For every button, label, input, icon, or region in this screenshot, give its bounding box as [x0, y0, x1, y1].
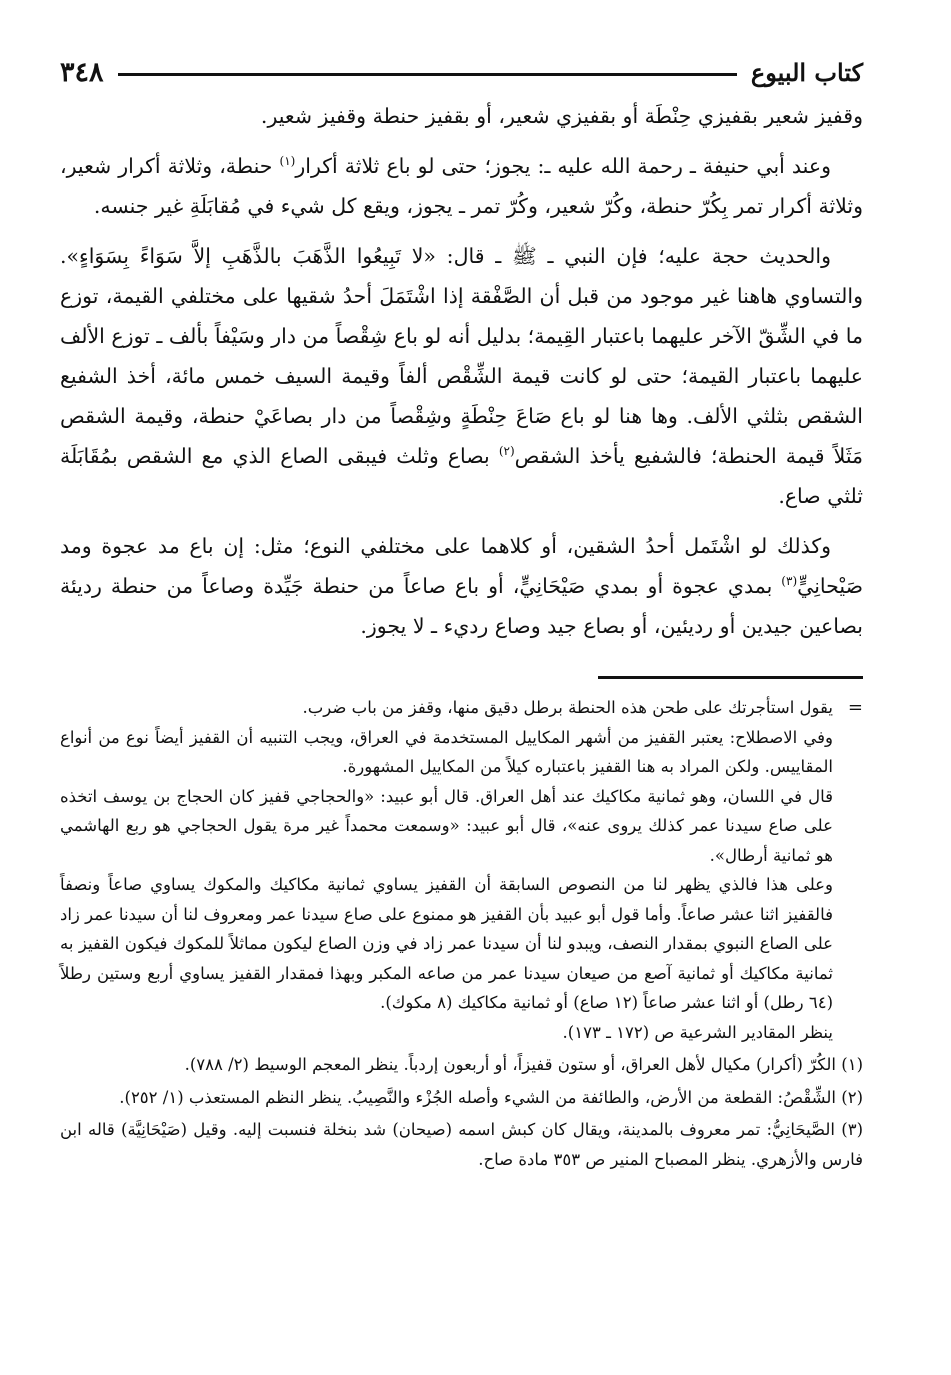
- footnote-ref-2[interactable]: (٢): [498, 444, 515, 459]
- footnote-text: وفي الاصطلاح: يعتبر القفيز من أشهر المكاييل المستخدمة في العراق، ويجب التنبيه أن القفيز أيضاً نوع من أنواع المقاييس. ولكن المراد به هنا القفيز باعتباره كيلاً من المكاييل المشهورة.: [60, 727, 833, 776]
- footnote-text: ينظر المقادير الشرعية ص (١٧٢ ـ ١٧٣).: [562, 1022, 833, 1042]
- paragraph-continuation: وقفيز شعير بقفيزي حِنْطَة أو بقفيزي شعير، أو بقفيز حنطة وقفيز شعير.: [260, 104, 863, 128]
- footnote-text: وعلى هذا فالذي يظهر لنا من النصوص السابقة أن القفيز يساوي ثمانية مكاكيك والمكوك يساوي صاعاً ونصفاً فالقفيز اثنا عشر صاعاً. وأما قول أبو عبيد بأن القفيز هو ممنوع على صاع سيدنا عمر ومعروف لنا أن سيدنا عمر زاد على الصاع النبوي بمقدار النصف، ويبدو لنا أن سيدنا عمر زاد في وزن الصاع ليكون مماثلاً للمكوك فيكون القفيز به ثمانية مكاكيك أو ثمانية آصع من صيعان سيدنا عمر من صاعه المكبر وبهذا فمقدار القفيز يساوي أربع وستين رطلاً (٦٤ رطل) أو اثنا عشر صاعاً (١٢ صاع) أو ثمانية مكاكيك (٨ مكوك).: [60, 875, 833, 1012]
- continuation-mark: =: [847, 697, 863, 718]
- paragraph-text: حنطة، وثلاثة أكرار شعير، وثلاثة أكرار تمر بِكُرّ حنطة، وكُرّ شعير، وكُرّ تمر ـ يجوز، ويقع كل شيء في مُقابَلَةِ غير جنسه.: [60, 154, 863, 218]
- page-number: ٣٤٨: [60, 56, 104, 88]
- paragraph-hadith: [60, 236, 863, 516]
- page-header: [60, 48, 863, 96]
- paragraph-text: بصاع وثلث فيبقى الصاع الذي مع الشقص بمُقَابَلَة ثلثي صاع.: [60, 444, 863, 508]
- paragraph-text: وكذلك لو اشْتَمل أحدُ الشقين، أو كلاهما على مختلفي النوع؛ مثل: إن باع مد عجوة ومد صَيْحانِيٍّ: [60, 534, 863, 598]
- paragraph-abu-hanifa: [60, 146, 863, 226]
- main-text: [60, 96, 863, 646]
- footnote-3: (٣) الصَّيحَانِيُّ: تمر معروف بالمدينة، ويقال كان كبش اسمه (صيحان) شد بنخلة فنسبت إليه. وقيل (صَيْحَانِيَّة) قاله ابن فارس والأزهري. ينظر المصباح المنير ص ٣٥٣ مادة صاح.: [60, 1120, 863, 1169]
- footnote-separator: [598, 676, 863, 679]
- footnote-1: (١) الكُرّ (أكرار) مكيال لأهل العراق، أو ستون قفيزاً، أو أربعون إردباً. ينظر المعجم الوسيط (٢/ ٧٨٨).: [184, 1055, 863, 1074]
- paragraph-text: وعند أبي حنيفة ـ رحمة الله عليه ـ: يجوز؛ حتى لو باع ثلاثة أكرار: [295, 154, 831, 178]
- paragraph-text: بمدي عجوة أو بمدي صَيْحَانِيٍّ، أو باع صاعاً من حنطة جَيِّدة وصاعاً من حنطة رديئة بصاعين جيدين أو رديئين، أو بصاع جيد وصاع رديء ـ لا يجوز.: [60, 574, 863, 638]
- header-rule: [118, 73, 737, 76]
- footnote-text: يقول استأجرتك على طحن هذه الحنطة برطل دقيق منها، وقفز من باب ضرب.: [302, 698, 833, 717]
- paragraph-text: والحديث حجة عليه؛ فإن النبي ـ ﷺ ـ قال: «لا تَبِيعُوا الذَّهَبَ بالذَّهَبِ إلاَّ سَوَاءً بِسَوَاءٍ». والتساوي هاهنا غير موجود من قبل أن الصَّفْقة إذا اشْتَمَلَ أحدُ شقيها على مختلفي القيمة، توزع ما في الشِّقّ الآخر عليهما باعتبار القِيمة؛ بدليل أنه لو باع شِقْصاً من دار وسَيْفاً بألف ـ توزع الألف عليهما باعتبار القيمة؛ حتى لو كانت قيمة الشِّقْص ألفاً وقيمة السيف خمس مائة، أخذ الشفيع الشقص بثلثي الألف. وها هنا لو باع صَاعَ حِنْطَةٍ وشِقْصاً من دار بصاعَيْ حنطة، وقيمة الشقص مَثَلاً قيمة الحنطة؛ فالشفيع يأخذ الشقص: [60, 244, 864, 468]
- footnote-continuation: [60, 693, 863, 723]
- footnotes: [60, 693, 863, 1174]
- paragraph-types: [60, 526, 863, 646]
- footnote-2: (٢) الشِّقْصُ: القطعة من الأرض، والطائفة من الشيء وأصله الجُزْء والنَّصِيبُ. ينظر النظم المستعذب (١/ ٢٥٢).: [119, 1087, 863, 1107]
- footnote-ref-1[interactable]: (١): [279, 154, 296, 169]
- book-title: كتاب البيوع: [750, 57, 863, 87]
- footnote-ref-3[interactable]: (٣): [781, 574, 798, 589]
- footnote-text: قال في اللسان، وهو ثمانية مكاكيك عند أهل العراق. قال أبو عبيد: «والحجاجي قفيز كان الحجاج بن يوسف اتخذه على صاع سيدنا عمر كذلك يروى عنه»، قال أبو عبيد: «وسمعت محمداً غير مرة يقول الحجاجي هو ربع الهاشمي هو ثمانية أرطال».: [60, 786, 833, 865]
